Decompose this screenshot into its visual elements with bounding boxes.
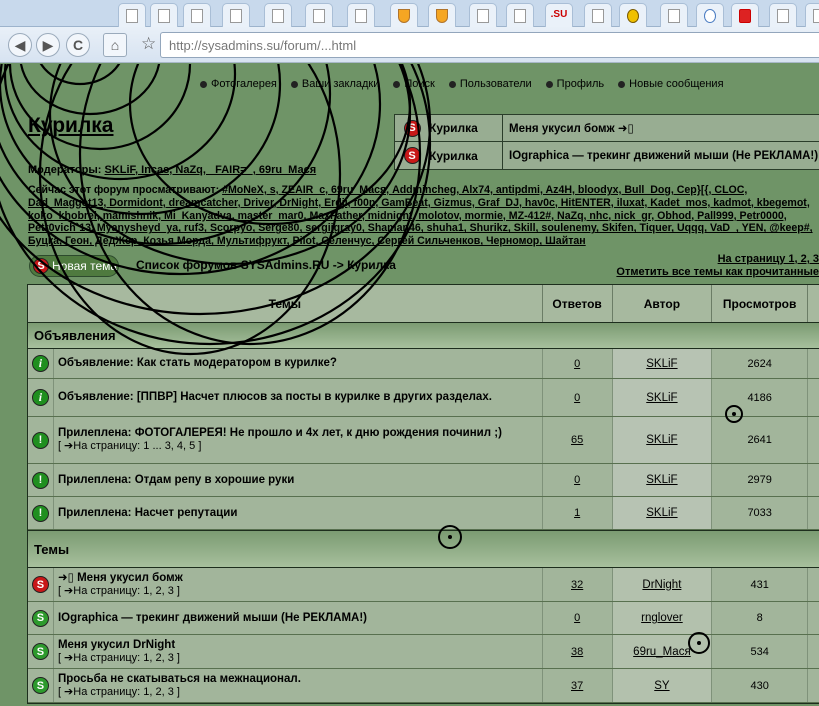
page-icon xyxy=(668,9,680,23)
recent-topic-title[interactable]: IOgraphica — трекинг движений мыши (Не РЕКЛАМА!) xyxy=(509,149,819,162)
recent-topic-icon-cell xyxy=(395,147,429,164)
topic-icon-cell xyxy=(28,417,54,463)
browser-tab[interactable] xyxy=(305,3,333,27)
menu-bullet-icon xyxy=(200,81,207,88)
topic-cell xyxy=(54,349,543,378)
browser-tab[interactable] xyxy=(264,3,292,27)
topic-cell xyxy=(54,379,543,416)
menu-bullet-icon xyxy=(546,81,553,88)
topic-cell xyxy=(54,417,543,463)
section-announcements: Объявления xyxy=(28,323,819,349)
topic-cell xyxy=(54,669,543,702)
green-s-icon: S xyxy=(32,610,49,627)
topic-replies[interactable]: 65 xyxy=(543,417,613,463)
topic-icon-cell xyxy=(28,379,54,416)
topic-views: 430 xyxy=(712,669,808,702)
topic-replies[interactable]: 37 xyxy=(543,669,613,702)
new-topic-label: Новая тема xyxy=(52,259,118,273)
topic-author[interactable]: 69ru_Мася xyxy=(613,635,713,668)
topic-last-post xyxy=(808,497,819,529)
page-icon xyxy=(313,9,325,23)
home-icon: ⌂ xyxy=(110,37,120,53)
info-icon: i xyxy=(32,389,49,406)
table-row xyxy=(28,464,819,497)
menu-item-label: Поиск xyxy=(404,78,435,90)
reload-icon: C xyxy=(72,37,84,53)
menu-item-label: Новые сообщения xyxy=(629,78,724,90)
topic-author[interactable]: SKLiF xyxy=(613,417,713,463)
menu-item[interactable] xyxy=(291,78,380,90)
menu-bullet-icon xyxy=(393,81,400,88)
topic-title[interactable]: Меня укусил DrNight xyxy=(57,638,176,651)
header-views: Просмотров xyxy=(712,285,808,322)
topic-replies[interactable]: 0 xyxy=(543,464,613,496)
topic-icon-cell xyxy=(28,464,54,496)
topic-author[interactable]: SKLiF xyxy=(613,349,713,378)
topic-last-post xyxy=(808,602,819,634)
menu-item[interactable] xyxy=(200,78,277,90)
browser-tab[interactable] xyxy=(118,3,146,27)
topic-cell xyxy=(54,497,543,529)
page-icon xyxy=(477,9,489,23)
topic-pages[interactable]: [ ➔На страницу: 1 ... 3, 4, 5 ] xyxy=(57,440,202,452)
reload-button[interactable] xyxy=(66,33,90,57)
browser-tab[interactable] xyxy=(805,3,819,27)
moderators-names[interactable]: SKLiF, Incas, NaZq, _FAIR=_, 69ru_Мася xyxy=(104,164,317,176)
browser-tab[interactable] xyxy=(731,3,759,27)
browser-tab[interactable] xyxy=(469,3,497,27)
page-icon xyxy=(126,9,138,23)
exclamation-icon: ! xyxy=(32,472,49,489)
topic-icon-cell xyxy=(28,635,54,668)
new-topic-button[interactable] xyxy=(29,255,119,277)
table-row xyxy=(28,568,819,602)
red-s-icon: S xyxy=(32,576,49,593)
forum-title[interactable]: Курилка xyxy=(28,114,114,137)
recent-topic-icon-cell xyxy=(395,120,429,137)
menu-item-label: Фотогалерея xyxy=(211,78,277,90)
topic-title[interactable]: Прилеплена: Отдам репу в хорошие руки xyxy=(57,473,295,486)
browser-tab[interactable] xyxy=(696,3,724,27)
header-replies: Ответов xyxy=(543,285,613,322)
eagle-icon xyxy=(739,9,751,23)
menu-item-label: Пользователи xyxy=(459,78,532,90)
browser-tab[interactable] xyxy=(183,3,211,27)
topic-icon-cell xyxy=(28,602,54,634)
page-icon xyxy=(272,9,284,23)
browser-tab[interactable] xyxy=(584,3,612,27)
browser-tab[interactable] xyxy=(545,3,573,27)
back-button[interactable] xyxy=(8,33,32,57)
page-icon xyxy=(355,9,367,23)
pagenav-label[interactable]: На страницу 1, 2, 3 xyxy=(717,253,819,265)
topic-views: 2624 xyxy=(712,349,808,378)
forum-page xyxy=(0,64,819,706)
topic-icon-cell xyxy=(28,568,54,601)
topic-last-post xyxy=(808,635,819,668)
browser-tab[interactable] xyxy=(428,3,456,27)
home-button[interactable] xyxy=(103,33,127,57)
table-row xyxy=(28,349,819,379)
page-icon xyxy=(813,9,819,23)
browser-tab[interactable] xyxy=(619,3,647,27)
topic-replies[interactable]: 1 xyxy=(543,497,613,529)
table-row xyxy=(28,602,819,635)
table-header xyxy=(28,285,819,323)
topic-title[interactable]: Прилеплена: ФОТОГАЛЕРЕЯ! Не прошло и 4х лет, к дню рождения починил ;) xyxy=(57,427,502,439)
page-icon xyxy=(592,9,604,23)
topic-author[interactable]: SKLiF xyxy=(613,379,713,416)
topics-table xyxy=(27,284,819,704)
topic-views: 2979 xyxy=(712,464,808,496)
recent-topics-box xyxy=(394,114,819,170)
top-menu xyxy=(200,78,738,90)
table-row xyxy=(28,669,819,703)
topic-icon-cell xyxy=(28,669,54,702)
ring-icon xyxy=(627,9,639,23)
moderators-line xyxy=(28,164,316,176)
table-row xyxy=(28,417,819,464)
browser-tab-strip xyxy=(0,0,819,27)
topic-pages[interactable]: [ ➔На страницу: 1, 2, 3 ] xyxy=(57,651,180,664)
topic-pages[interactable]: [ ➔На страницу: 1, 2, 3 ] xyxy=(57,685,180,698)
topic-last-post xyxy=(808,669,819,702)
page-icon xyxy=(514,9,526,23)
red-s-icon: S xyxy=(404,120,421,137)
page-navigation xyxy=(616,253,819,279)
table-row xyxy=(28,635,819,669)
topic-author[interactable]: SKLiF xyxy=(613,464,713,496)
exclamation-icon: ! xyxy=(32,432,49,449)
recent-topic-forum[interactable]: Курилка xyxy=(429,142,503,169)
browser-tab[interactable] xyxy=(660,3,688,27)
topic-replies[interactable]: 0 xyxy=(543,379,613,416)
menu-bullet-icon xyxy=(618,81,625,88)
header-author: Автор xyxy=(613,285,713,322)
page-icon xyxy=(191,9,203,23)
topic-pages[interactable]: [ ➔На страницу: 1, 2, 3 ] xyxy=(57,584,180,597)
shield-icon xyxy=(436,9,448,23)
viewing-label: Сейчас этот форум просматривают: xyxy=(28,184,220,196)
browser-tab[interactable] xyxy=(150,3,178,27)
header-last xyxy=(808,285,819,322)
menu-bullet-icon xyxy=(291,81,298,88)
viewing-users xyxy=(28,184,819,248)
address-bar[interactable]: http://sysadmins.su/forum/...html xyxy=(160,32,819,58)
exclamation-icon: ! xyxy=(32,505,49,522)
recent-topic-row[interactable] xyxy=(395,142,819,169)
menu-bullet-icon xyxy=(449,81,456,88)
browser-tab[interactable] xyxy=(347,3,375,27)
recent-topic-forum[interactable]: Курилка xyxy=(429,115,503,141)
browser-tab[interactable] xyxy=(506,3,534,27)
browser-tab[interactable] xyxy=(769,3,797,27)
table-row xyxy=(28,379,819,417)
browser-tab[interactable] xyxy=(390,3,418,27)
topic-last-post xyxy=(808,379,819,416)
menu-item[interactable] xyxy=(449,78,532,90)
info-icon: i xyxy=(32,355,49,372)
browser-toolbar xyxy=(0,27,819,63)
announcement-rows xyxy=(28,349,819,530)
menu-item[interactable] xyxy=(546,78,605,90)
mark-all-read-link[interactable]: Отметить все темы как прочитанные xyxy=(616,266,819,278)
topic-replies[interactable]: 0 xyxy=(543,602,613,634)
topic-replies[interactable]: 32 xyxy=(543,568,613,601)
page-icon xyxy=(777,9,789,23)
topic-icon-cell xyxy=(28,497,54,529)
topic-views: 4186 xyxy=(712,379,808,416)
topic-author[interactable]: SKLiF xyxy=(613,497,713,529)
topic-last-post xyxy=(808,349,819,378)
topic-views: 2641 xyxy=(712,417,808,463)
menu-item[interactable] xyxy=(393,78,434,90)
topic-replies[interactable]: 38 xyxy=(543,635,613,668)
topic-cell xyxy=(54,602,543,634)
topic-title[interactable]: IOgraphica — трекинг движений мыши (Не РЕКЛАМА!) xyxy=(57,611,368,624)
compass-icon xyxy=(704,9,716,23)
table-row xyxy=(28,497,819,530)
section-topics: Темы xyxy=(28,530,819,568)
su-icon: .SU xyxy=(550,8,568,20)
menu-item-label: Ваши закладки xyxy=(301,78,380,90)
topic-views: 7033 xyxy=(712,497,808,529)
topic-views: 431 xyxy=(712,568,808,601)
recent-topic-title[interactable]: Меня укусил бомж ➜▯ xyxy=(509,123,634,135)
topic-author[interactable]: SY xyxy=(613,669,713,702)
page-icon xyxy=(158,9,170,23)
green-s-icon: S xyxy=(32,643,49,660)
menu-item[interactable] xyxy=(618,78,723,90)
topic-cell xyxy=(54,464,543,496)
browser-tab[interactable] xyxy=(222,3,250,27)
topic-author[interactable]: DrNight xyxy=(613,568,713,601)
topic-title[interactable]: Объявление: [ППВР] Насчет плюсов за посты в курилке в других разделах. xyxy=(57,391,492,403)
topic-last-post xyxy=(808,464,819,496)
topic-title[interactable]: Просьба не скатываться на межнационал. xyxy=(57,672,301,685)
topic-title[interactable]: Прилеплена: Насчет репутации xyxy=(57,506,238,519)
recent-topic-row[interactable] xyxy=(395,115,819,142)
topic-cell xyxy=(54,635,543,668)
new-topic-icon: S xyxy=(33,258,49,274)
topic-views: 534 xyxy=(712,635,808,668)
breadcrumb[interactable]: Список форумов SYSAdmins.RU -> Курилка xyxy=(136,258,396,272)
topic-icon-cell xyxy=(28,349,54,378)
bookmark-star-icon[interactable]: ☆ xyxy=(141,34,157,53)
red-s-icon: S xyxy=(404,147,421,164)
forward-arrow-icon: ▶ xyxy=(42,36,54,53)
topic-title[interactable]: ➜▯ Меня укусил бомж xyxy=(57,571,183,584)
header-topics: Темы xyxy=(28,285,543,322)
shield-icon xyxy=(398,9,410,23)
green-s-icon: S xyxy=(32,677,49,694)
moderators-label: Модераторы: xyxy=(28,164,102,176)
viewing-user-list[interactable]: #MoNeX, s, ZEAIR_c, 69ru_Мася, Addmincheg, Alx74, antipdmi, Az4H, bloodyx, Bull_Dog, Сер}[{, CLOC, Dad_Maggot13, Dormidont, dreamcatcher, Driver, DrNight, Erdji, f00n, GamBeat, Gizmus, Graf_DJ, hav0c, HitENTER, iluxat, Kadet_mos, kadmot, kbegemot, koko_khobrel, mamishnik, Mi_Kanyadva, master_mar0, MaxFather, midnight, molotov, mormie, MZ-412#, NaZq, nhc, nick_gr, Obhod, Pall999, Petr0000, Petr0vich`13, Myanysheyd_ya, ruf3, Scorpyo, Serge80, sergiigray0, Shaman46, shuha1, Shurikz, Skill, soulenemy, Skifen, Tiquer, Uqqq, VaD_, YEN, @keep#, Буцка, Геон, ДедЖер, Козья Морда, Мультифрукт, Pilot, Селенчус, Сергей Сильченков, Черномор, Шайтан xyxy=(28,184,813,248)
menu-item-label: Профиль xyxy=(556,78,605,90)
topic-title[interactable]: Объявление: Как стать модератором в курилке? xyxy=(57,357,337,369)
forward-button[interactable] xyxy=(36,33,60,57)
page-icon xyxy=(230,9,242,23)
back-arrow-icon: ◀ xyxy=(14,36,26,53)
topic-views: 8 xyxy=(712,602,808,634)
topic-replies[interactable]: 0 xyxy=(543,349,613,378)
topic-author[interactable]: rnglover xyxy=(613,602,713,634)
topic-cell xyxy=(54,568,543,601)
topic-rows xyxy=(28,568,819,703)
topic-last-post xyxy=(808,417,819,463)
topic-last-post xyxy=(808,568,819,601)
